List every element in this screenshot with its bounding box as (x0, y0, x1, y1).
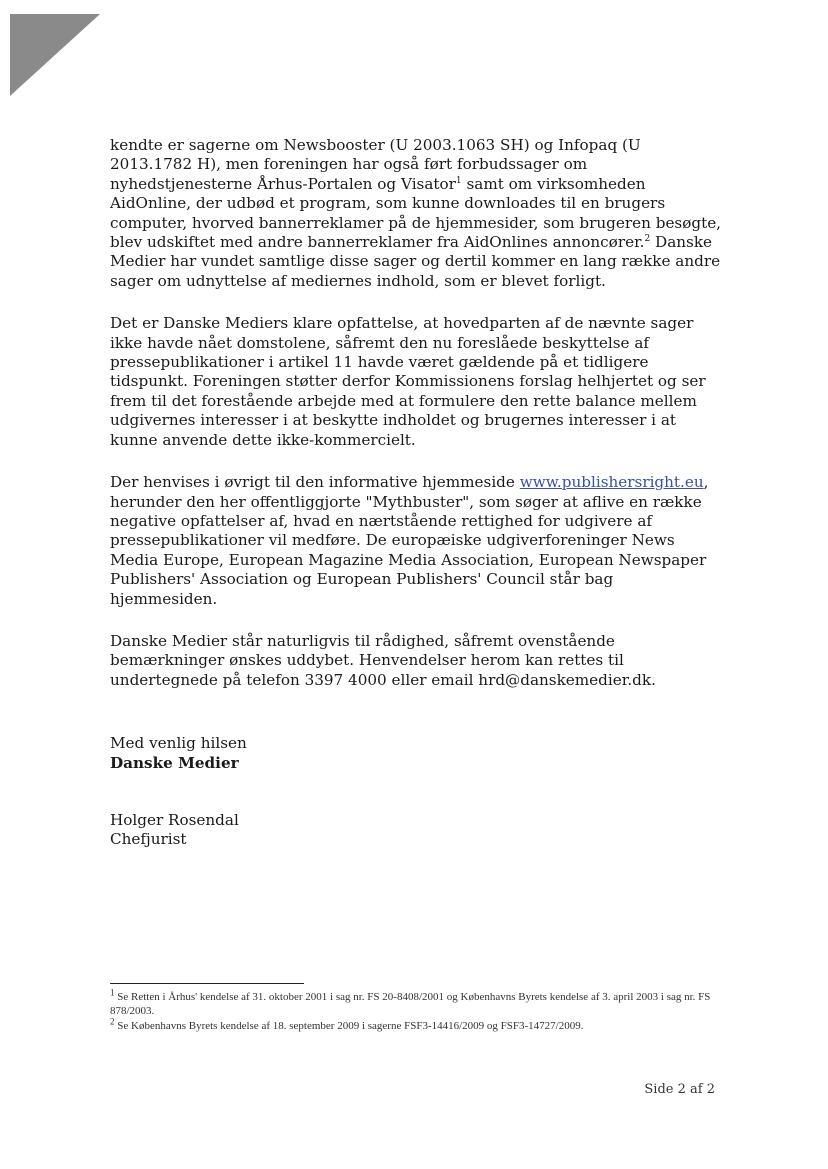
page-number: Side 2 af 2 (644, 1082, 715, 1097)
closing-organization: Danske Medier (110, 753, 239, 772)
footnote-ref-1: 1 (455, 175, 462, 186)
closing-block (110, 734, 725, 850)
footnote-divider (110, 983, 304, 984)
paragraph-4: Danske Medier står naturligvis til rådighed, såfremt ovenstående bemærkninger ønskes uddybet. Henvendelser herom kan rettes til undertegnede på telefon 3397 4000 eller email hrd@danskemedier.dk. (110, 631, 656, 689)
footnote-1: $^1$ Se Retten i Århus' kendelse af 31. oktober 2001 i sag nr. FS 20-8408/2001 og Københavns Byrets kendelse af 3. april 2003 i sag nr. FS 878/2003. (110, 987, 711, 1017)
paragraph-3: Der henvises i øvrigt til den informative hjemmeside www.publishersright.eu, herunder den her offentliggjorte "Mythbuster", som søger at aflive en række negative opfattelser af, hvad en nærtstående rettighed for udgivere af pressepublikationer vil medføre. De europæiske udgiverforeninger News Media Europe, European Magazine Media Association, European Newspaper Publishers' Association og European Publishers' Council står bag hjemmesiden. (110, 473, 709, 608)
footnote-ref-2: 2 (644, 233, 651, 244)
letter-body (110, 136, 725, 850)
signer-title: Chefjurist (110, 830, 187, 849)
footnotes (110, 987, 725, 1034)
publishersright-link[interactable]: www.publishersright.eu (519, 473, 704, 492)
paragraph-2: Det er Danske Mediers klare opfattelse, at hovedparten af de nævnte sager ikke havde nået domstolene, såfremt den nu foreslåede beskyttelse af pressepublikationer i artikel 11 havde været gældende på et tidligere tidspunkt. Foreningen støtter derfor Kommissionens forslag helhjertet og ser frem til det forestående arbejde med at formulere den rette balance mellem udgivernes interesser i at beskytte indholdet og brugernes interesser i at kunne anvende dette ikke-kommercielt. (110, 314, 706, 449)
paragraph-1: kendte er sagerne om Newsbooster (U 2003.1063 SH) og Infopaq (U 2013.1782 H), men foreningen har også ført forbudssager om nyhedstjenesterne Århus-Portalen og Visator$^1$ samt om virksomheden AidOnline, der udbød et program, som kunne downloades til en brugers computer, hvorved bannerreklamer på de hjemmesider, som brugeren besøgte, blev udskiftet med andre bannerreklamer fra AidOnlines annoncører.$^2$ Danske Medier har vundet samtlige disse sager og dertil kommer en lang række andre sager om udnyttelse af mediernes indhold, som er blevet forligt. (110, 136, 722, 290)
closing-greeting: Med venlig hilsen (110, 734, 247, 753)
footnote-2: $^2$ Se Københavns Byrets kendelse af 18. september 2009 i sagerne FSF3-14416/2009 og FSF3-14727/2009. (110, 1016, 584, 1032)
signer-name: Holger Rosendal (110, 810, 239, 829)
page-corner-fold (10, 14, 100, 96)
